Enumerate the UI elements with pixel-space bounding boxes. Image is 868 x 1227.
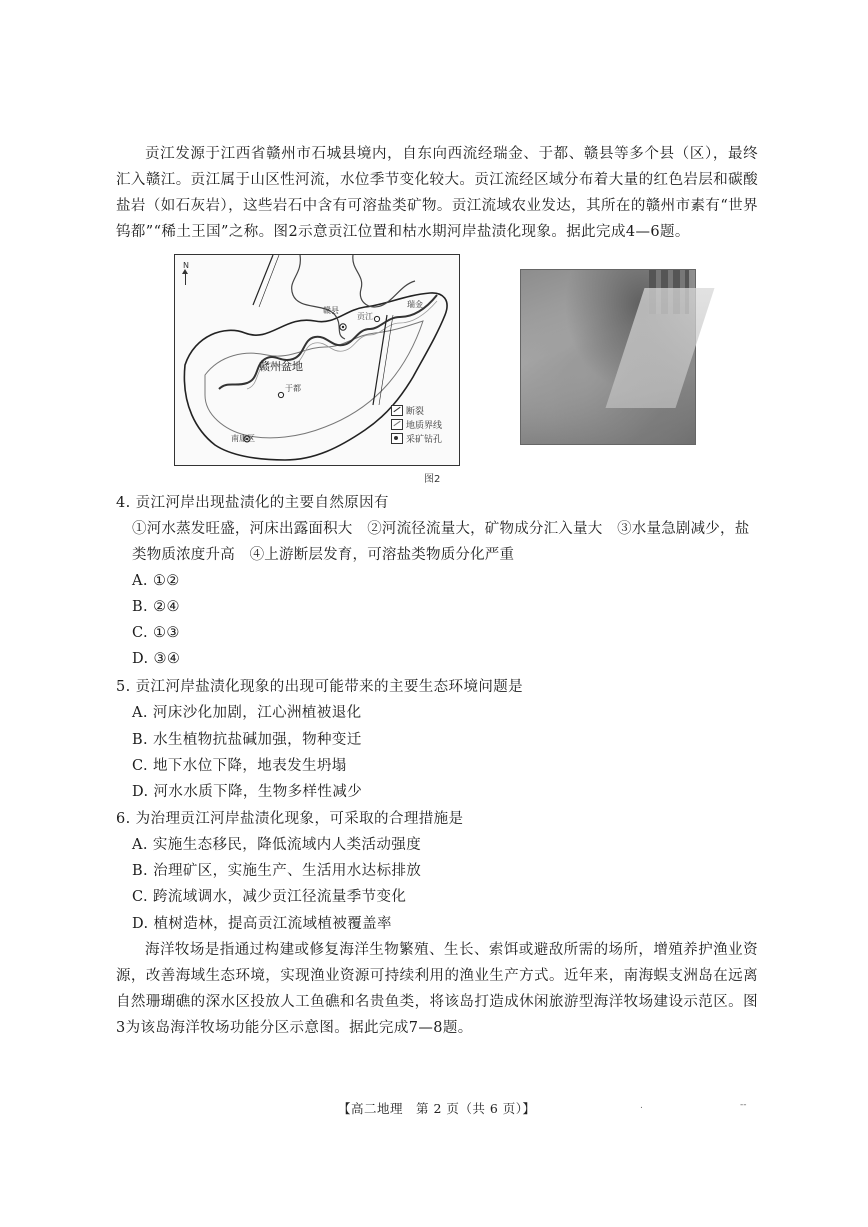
label-place-b: 贡江	[357, 312, 373, 321]
legend-mine	[391, 431, 442, 445]
page-footer: 【高二地理 第 2 页（共 6 页）】	[338, 1101, 536, 1116]
north-arrow-icon	[185, 271, 186, 285]
question-4-option-c[interactable]: C. ①③	[132, 625, 180, 641]
north-meander-2	[353, 255, 415, 307]
question-5-option-c[interactable]: C. 地下水位下降，地表发生坍塌	[132, 758, 347, 774]
question-4-option-b[interactable]: B. ②④	[132, 599, 180, 615]
north-arrow	[183, 261, 189, 285]
label-place-d: 瑞金	[407, 300, 423, 309]
label-place-c: 于都	[285, 384, 301, 393]
intro-paragraph-marine-ranch: 海洋牧场是指通过构建或修复海洋生物繁殖、生长、索饵或避敌所需的场所，增殖养护渔业资源，改善海域生态环境，实现渔业资源可持续利用的渔业生产方式。近年来，南海蜈支洲岛在远离自然珊瑚礁的深水区投放人工鱼礁和名贵鱼类，将该岛打造成休闲旅游型海洋牧场建设示范区。图3为该岛海洋牧场功能分区示意图。据此完成7—8题。	[116, 942, 758, 1036]
north-label: N	[183, 261, 189, 270]
legend-boundary-label: 地质界线	[406, 420, 443, 431]
intro-paragraph-gongjiang: 贡江发源于江西省赣州市石城县境内，自东向西流经瑞金、于都、赣县等多个县（区），最终汇入赣江。贡江属于山区性河流，水位季节变化较大。贡江流经区域分布着大量的红色岩层和碳酸盐岩（如石灰岩），这些岩石中含有可溶盐类矿物。贡江流域农业发达，其所在的赣州市素有“世界钨都”“稀土王国”之称。图2示意贡江位置和枯水期河岸盐渍化现象。据此完成4—6题。	[116, 146, 758, 240]
fault-line-4	[379, 315, 393, 405]
mine-hole-icon	[391, 433, 403, 444]
fault-line-1	[253, 255, 273, 305]
question-4-option-a[interactable]: A. ①②	[132, 573, 180, 589]
legend-fault-label: 断裂	[406, 406, 425, 417]
label-place-a: 赣县	[323, 306, 339, 315]
salinization-photo	[520, 269, 696, 445]
mine-hole-4	[374, 316, 379, 321]
question-5-option-d[interactable]: D. 河水水质下降，生物多样性减少	[132, 784, 363, 800]
legend-fault	[391, 403, 442, 417]
map-legend	[391, 403, 442, 445]
question-6-option-a[interactable]: A. 实施生态移民，降低流域内人类活动强度	[132, 837, 422, 853]
photo-river	[606, 288, 715, 408]
figure-caption: 图2	[424, 474, 441, 485]
question-4-statements: ①河水蒸发旺盛，河床出露面积大 ②河流径流量大，矿物成分汇入量大 ③水量急剧减少，盐类物质浓度升高 ④上游断层发育，可溶盐类物质分化严重	[132, 521, 750, 563]
mine-hole-1-center	[342, 326, 344, 328]
question-5-option-a[interactable]: A. 河床沙化加剧，江心洲植被退化	[132, 705, 362, 721]
question-6-stem: 6. 为治理贡江河岸盐渍化现象，可采取的合理措施是	[116, 811, 464, 827]
question-6-option-c[interactable]: C. 跨流域调水，减少贡江径流量季节变化	[132, 889, 407, 905]
legend-boundary	[391, 417, 442, 431]
label-nankang: 南康区	[231, 434, 255, 443]
scan-mark-dash: --	[740, 1100, 747, 1110]
question-6-option-b[interactable]: B. 治理矿区，实施生产、生活用水达标排放	[132, 863, 422, 879]
question-4-stem: 4. 贡江河岸出现盐渍化的主要自然原因有	[116, 495, 389, 511]
scan-mark-dot: .	[640, 1101, 643, 1111]
question-5-option-b[interactable]: B. 水生植物抗盐碱加强，物种变迁	[132, 732, 362, 748]
question-5-stem: 5. 贡江河岸盐渍化现象的出现可能带来的主要生态环境问题是	[116, 679, 524, 695]
north-meander	[292, 255, 345, 339]
question-6-option-d[interactable]: D. 植树造林，提高贡江流域植被覆盖率	[132, 916, 392, 932]
question-4-option-d[interactable]: D. ③④	[132, 651, 181, 667]
gongjiang-map	[174, 254, 460, 466]
fault-icon	[391, 405, 403, 416]
legend-mine-label: 采矿钻孔	[406, 434, 443, 445]
boundary-icon	[391, 419, 403, 430]
label-basin: 赣州盆地	[259, 360, 303, 373]
mine-hole-2	[278, 392, 283, 397]
